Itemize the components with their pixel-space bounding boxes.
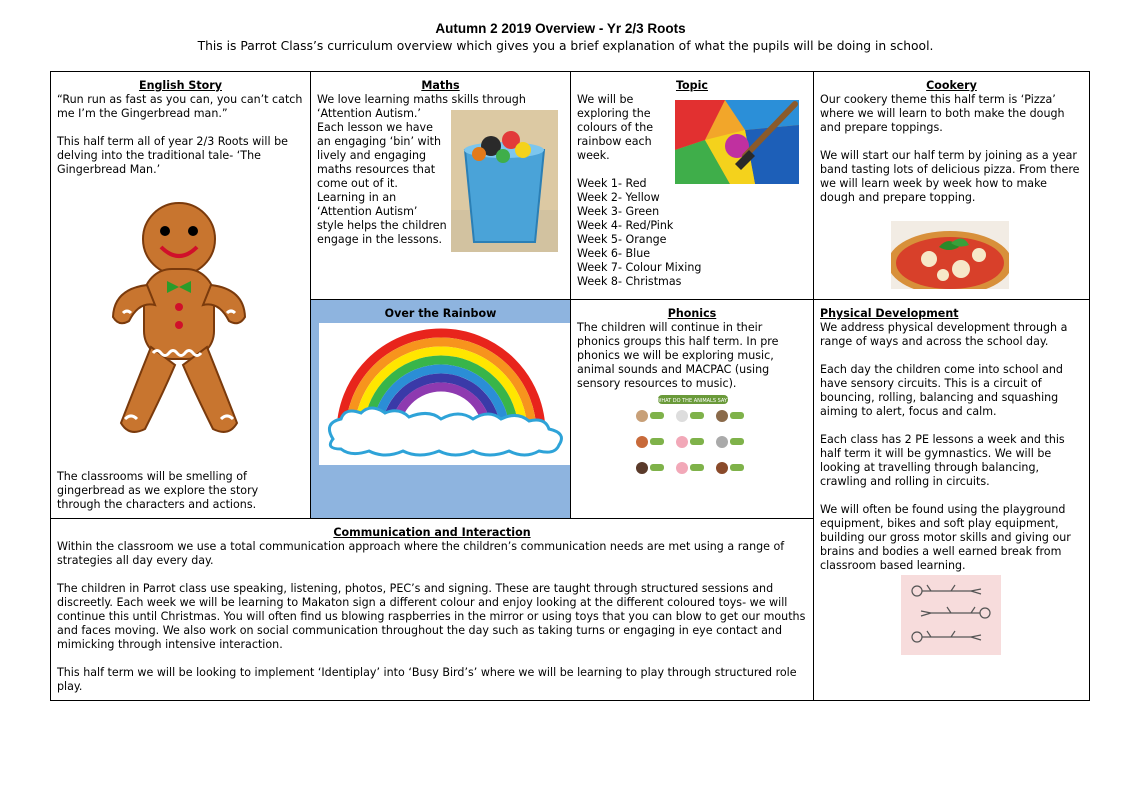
- page-subtitle: This is Parrot Class’s curriculum overview which gives you a brief explanation of what the pupils will be doing in school.: [197, 39, 934, 53]
- rainbow-cell: [311, 300, 570, 518]
- physical-development-heading: Physical Development: [820, 307, 959, 320]
- animal-sounds-image: [632, 394, 754, 480]
- maths-body: Each lesson we have an engaging ‘bin’ with lively and engaging maths resources that come out of it. Learning in an ‘Attention Autism’ style helps the children engage in the lessons.: [317, 121, 447, 246]
- english-story-quote: “Run run as fast as you can, you can’t catch me I’m the Gingerbread man.”: [57, 93, 303, 120]
- physical-development-cell: [814, 300, 1089, 700]
- physical-development-pe: Each class has 2 PE lessons a week and this half term it will be gymnastics. We will be looking at travelling through balancing, crawling and rolling in circuits.: [820, 433, 1065, 488]
- gymnastics-rolling-image: [901, 575, 1001, 655]
- topic-week-item: Week 6- Blue: [577, 247, 651, 260]
- topic-week-item: Week 3- Green: [577, 205, 660, 218]
- phonics-body: The children will continue in their phonics groups this half term. In pre phonics we will be exploring music, animal sounds and MACPAC (using sensory resources to music).: [577, 321, 779, 390]
- communication-cell: [51, 519, 813, 700]
- physical-development-playground: We will often be found using the playground equipment, bikes and soft play equipment, building our gross motor skills and giving our brains and bodies a well earned break from classroom based learning.: [820, 503, 1071, 572]
- pizza-image: [891, 221, 1009, 289]
- english-story-intro: This half term all of year 2/3 Roots will be delving into the traditional tale- ‘The Gingerbread Man.’: [57, 135, 288, 176]
- topic-week-item: Week 4- Red/Pink: [577, 219, 674, 232]
- rainbow-heading: Over the Rainbow: [384, 307, 497, 320]
- english-story-heading: English Story: [138, 79, 222, 92]
- phonics-heading: Phonics: [667, 307, 717, 320]
- communication-body: The children in Parrot class use speaking, listening, photos, PEC’s and signing. These are taught through structured sessions and discreetly. Each week we will be learning to Makaton sign a different colour and enjoy looking at the different coloured toys- we will continue this until Christmas. You will often find us blowing raspberries in the mirror or using toys that you can blow to get our mouths and faces moving. We also work on social communication throughout the day such as taking turns or engaging in eye contact and mimicking through intensive interaction.: [57, 582, 806, 651]
- cookery-heading: Cookery: [926, 79, 977, 92]
- communication-identiplay: This half term we will be looking to implement ‘Identiplay’ into ‘Busy Bird’s’ where we will be learning to play through structured role play.: [57, 666, 797, 693]
- physical-development-circuits: Each day the children come into school and have sensory circuits. This is a circuit of bouncing, rolling, balancing and squashing aiming to alert, focus and calm.: [820, 363, 1063, 418]
- cookery-cell: [814, 72, 1089, 299]
- paint-splash-image: [675, 100, 799, 184]
- attention-bucket-image: [451, 110, 558, 252]
- topic-week-item: Week 7- Colour Mixing: [577, 261, 702, 274]
- page-title: Autumn 2 2019 Overview - Yr 2/3 Roots: [435, 21, 686, 36]
- topic-week-item: Week 2- Yellow: [577, 191, 660, 204]
- english-story-closing: The classrooms will be smelling of gingerbread as we explore the story through the characters and actions.: [57, 470, 259, 511]
- topic-cell: [571, 72, 813, 299]
- topic-week-item: Week 1- Red: [577, 177, 647, 190]
- table-border-right: [1089, 71, 1090, 701]
- cookery-body: We will start our half term by joining as a year band tasting lots of delicious pizza. From there we will learn week by week how to make dough and prepare topping.: [820, 149, 1080, 204]
- physical-development-intro: We address physical development through a range of ways and across the school day.: [820, 321, 1068, 348]
- animal-sounds-banner: WHAT DO THE ANIMALS SAY?: [656, 398, 730, 404]
- maths-heading: Maths: [421, 79, 460, 92]
- topic-intro: We will be exploring the colours of the rainbow each week.: [577, 93, 654, 162]
- communication-heading: Communication and Interaction: [333, 526, 531, 539]
- maths-cell: [311, 72, 570, 299]
- topic-heading: Topic: [675, 79, 709, 92]
- rainbow-image: [319, 323, 570, 465]
- phonics-cell: [571, 300, 813, 518]
- cookery-intro: Our cookery theme this half term is ‘Pizza’ where we will learn to both make the dough and prepare toppings.: [820, 93, 1065, 134]
- communication-intro: Within the classroom we use a total communication approach where the children’s communication needs are met using a range of strategies all day every day.: [57, 540, 785, 567]
- topic-week-item: Week 8- Christmas: [577, 275, 682, 288]
- english-story-cell: [51, 72, 310, 518]
- gingerbread-man-image: [109, 197, 249, 437]
- topic-week-item: Week 5- Orange: [577, 233, 667, 246]
- topic-week-list: [577, 177, 807, 289]
- maths-intro: We love learning maths skills through ‘Attention Autism.’: [317, 93, 526, 120]
- table-border-bottom: [50, 700, 1090, 701]
